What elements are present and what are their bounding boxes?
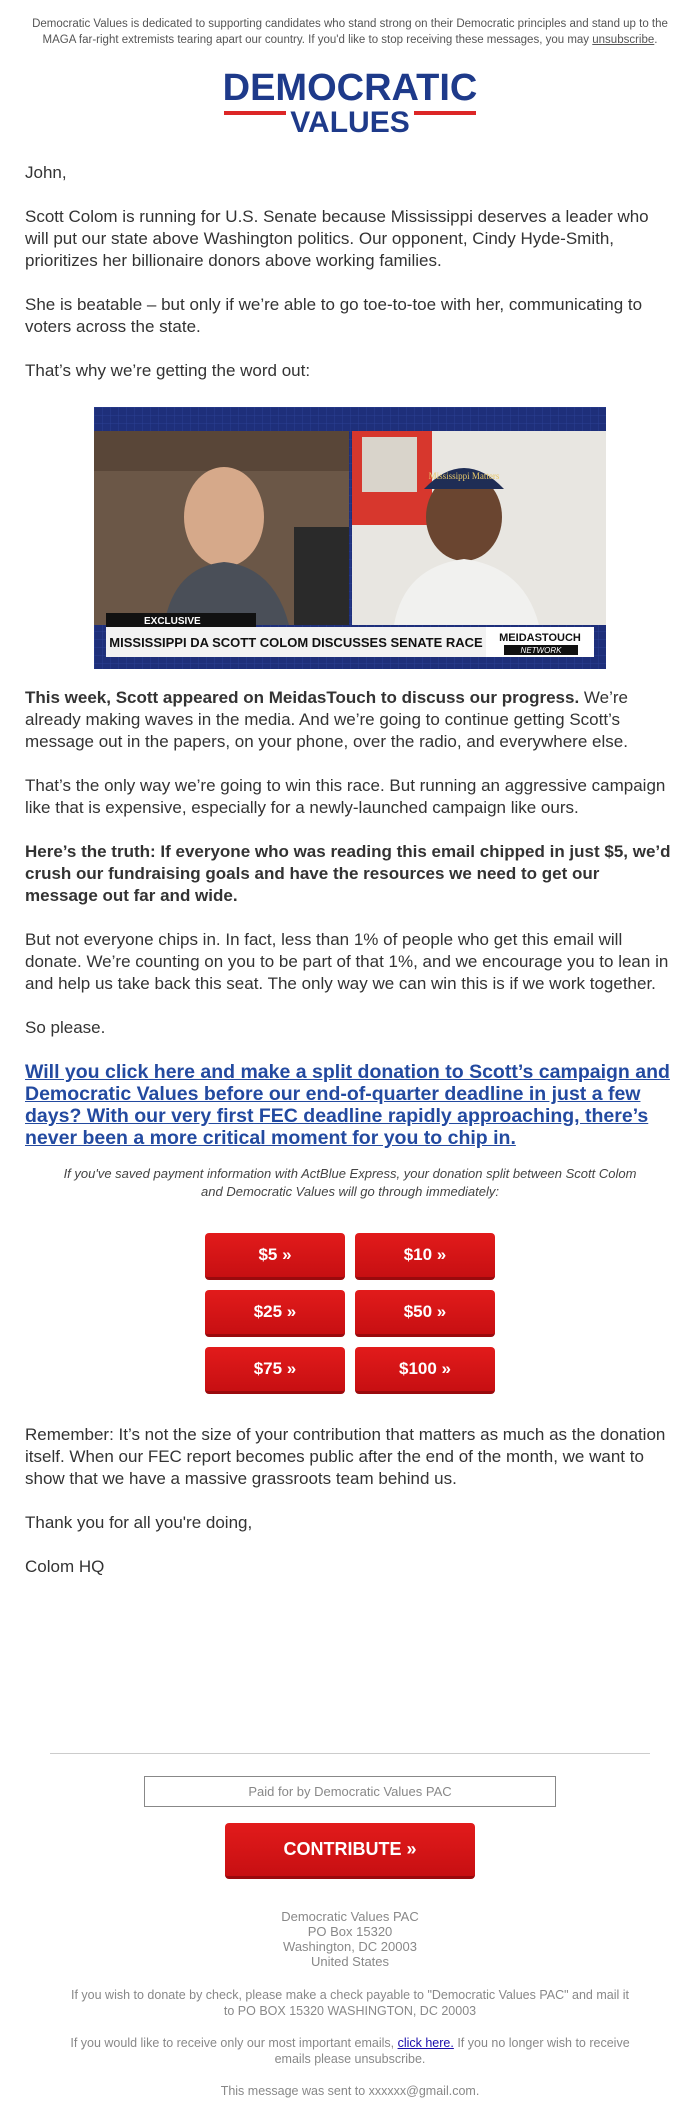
video-thumbnail[interactable] [94, 407, 606, 669]
footer [0, 1753, 700, 2099]
network-sub-label: NETWORK [520, 646, 562, 655]
video-image [94, 407, 606, 669]
contribute-button[interactable]: CONTRIBUTE » [225, 1823, 475, 1879]
paid-by-box: Paid for by Democratic Values PAC [144, 1776, 556, 1807]
paragraph-3: That’s why we’re getting the word out: [25, 361, 311, 380]
paragraph-5: That’s the only way we’re going to win this race. But running an aggressive campaign like that is expensive, especially for a newly-launched campaign like ours. [25, 776, 666, 817]
address-line-2: PO Box 15320 [307, 1924, 393, 1939]
donate-75-button[interactable]: $75 » [205, 1347, 345, 1394]
address-line-4: United States [310, 1954, 390, 1969]
important-emails-note: If you would like to receive only our most important emails, click here. If you no longer wish to receive emails please unsubscribe. [70, 2036, 630, 2066]
paragraph-6: Here’s the truth: If everyone who was reading this email chipped in just $5, we’d crush our fundraising goals and have the resources we need to get our message out far and wide. [25, 842, 671, 905]
footer-divider [50, 1753, 650, 1754]
paragraph-8: So please. [25, 1018, 106, 1037]
logo-line1: DEMOCRATIC [222, 67, 478, 109]
address-line-1: Democratic Values PAC [281, 1909, 419, 1924]
split-donation-link[interactable]: Will you click here and make a split donation to Scott’s campaign and Democratic Values before our end-of-quarter deadline in just a few days? With our very first FEC deadline rapidly approaching, there’s never been a more critical moment for you to chip in. [25, 1061, 670, 1149]
donate-50-button[interactable]: $50 » [355, 1290, 495, 1337]
address-block [0, 1909, 700, 1969]
donate-10-button[interactable]: $10 » [355, 1233, 495, 1280]
donation-buttons [25, 1233, 675, 1394]
network-label: MEIDASTOUCH [499, 632, 581, 644]
signoff: Colom HQ [25, 1557, 105, 1576]
paragraph-1: Scott Colom is running for U.S. Senate because Mississippi deserves a leader who will put our state above Washington politics. Our opponent, Cindy Hyde-Smith, prioritizes her billionaire donors above working families. [25, 207, 649, 270]
democratic-values-logo [0, 66, 700, 142]
paragraph-7: But not everyone chips in. In fact, less than 1% of people who get this email will donate. We’re counting on you to be part of that 1%, and we encourage you to lean in and help us take back this seat. The only way we can win this is if we work together. [25, 930, 669, 993]
important-emails-link[interactable]: click here. [397, 2036, 454, 2050]
preheader-text: Democratic Values is dedicated to supporting candidates who stand strong on their Democratic principles and stand up to the MAGA far-right extremists tearing apart our country. If you'd like to stop receiving these messages, you may [32, 18, 668, 46]
donate-25-button[interactable]: $25 » [205, 1290, 345, 1337]
paragraph-4: This week, Scott appeared on MeidasTouch to discuss our progress. We’re already making waves in the media. And we’re going to continue getting Scott’s message out in the papers, on your phone, over the radio, and everywhere else. [25, 688, 629, 751]
unsubscribe-link[interactable]: unsubscribe [592, 34, 655, 46]
hat-text: Mississippi Matters [428, 471, 500, 481]
paragraph-9: Remember: It’s not the size of your contribution that matters as much as the donation itself. When our FEC report becomes public after the end of the month, we want to show that we have a massive grassroots team behind us. [25, 1425, 666, 1488]
address-line-3: Washington, DC 20003 [283, 1939, 417, 1954]
paragraph-2: She is beatable – but only if we’re able to go toe-to-toe with her, communicating to voters across the state. [25, 295, 643, 336]
logo-icon [220, 66, 480, 142]
preheader: Democratic Values is dedicated to supporting candidates who stand strong on their Democratic principles and stand up to the MAGA far-right extremists tearing apart our country. If you'd like to stop receiving these messages, you may unsubscribe. [32, 18, 668, 46]
greeting: John, [25, 163, 67, 182]
exclusive-label: EXCLUSIVE [144, 616, 201, 627]
donate-100-button[interactable]: $100 » [355, 1347, 495, 1394]
chyron-text: MISSISSIPPI DA SCOTT COLOM DISCUSSES SENATE RACE [109, 635, 483, 650]
paragraph-10: Thank you for all you're doing, [25, 1513, 253, 1532]
check-note: If you wish to donate by check, please make a check payable to "Democratic Values PAC" and mail it to PO BOX 15320 WASHINGTON, DC 20003 [71, 1988, 629, 2018]
donate-5-button[interactable]: $5 » [205, 1233, 345, 1280]
logo-line2: VALUES [290, 106, 410, 139]
sent-to-note: This message was sent to xxxxxx@gmail.com. [220, 2084, 480, 2098]
actblue-note: If you've saved payment information with ActBlue Express, your donation split between Scott Colom and Democratic Values will go through immediately: [63, 1166, 637, 1199]
